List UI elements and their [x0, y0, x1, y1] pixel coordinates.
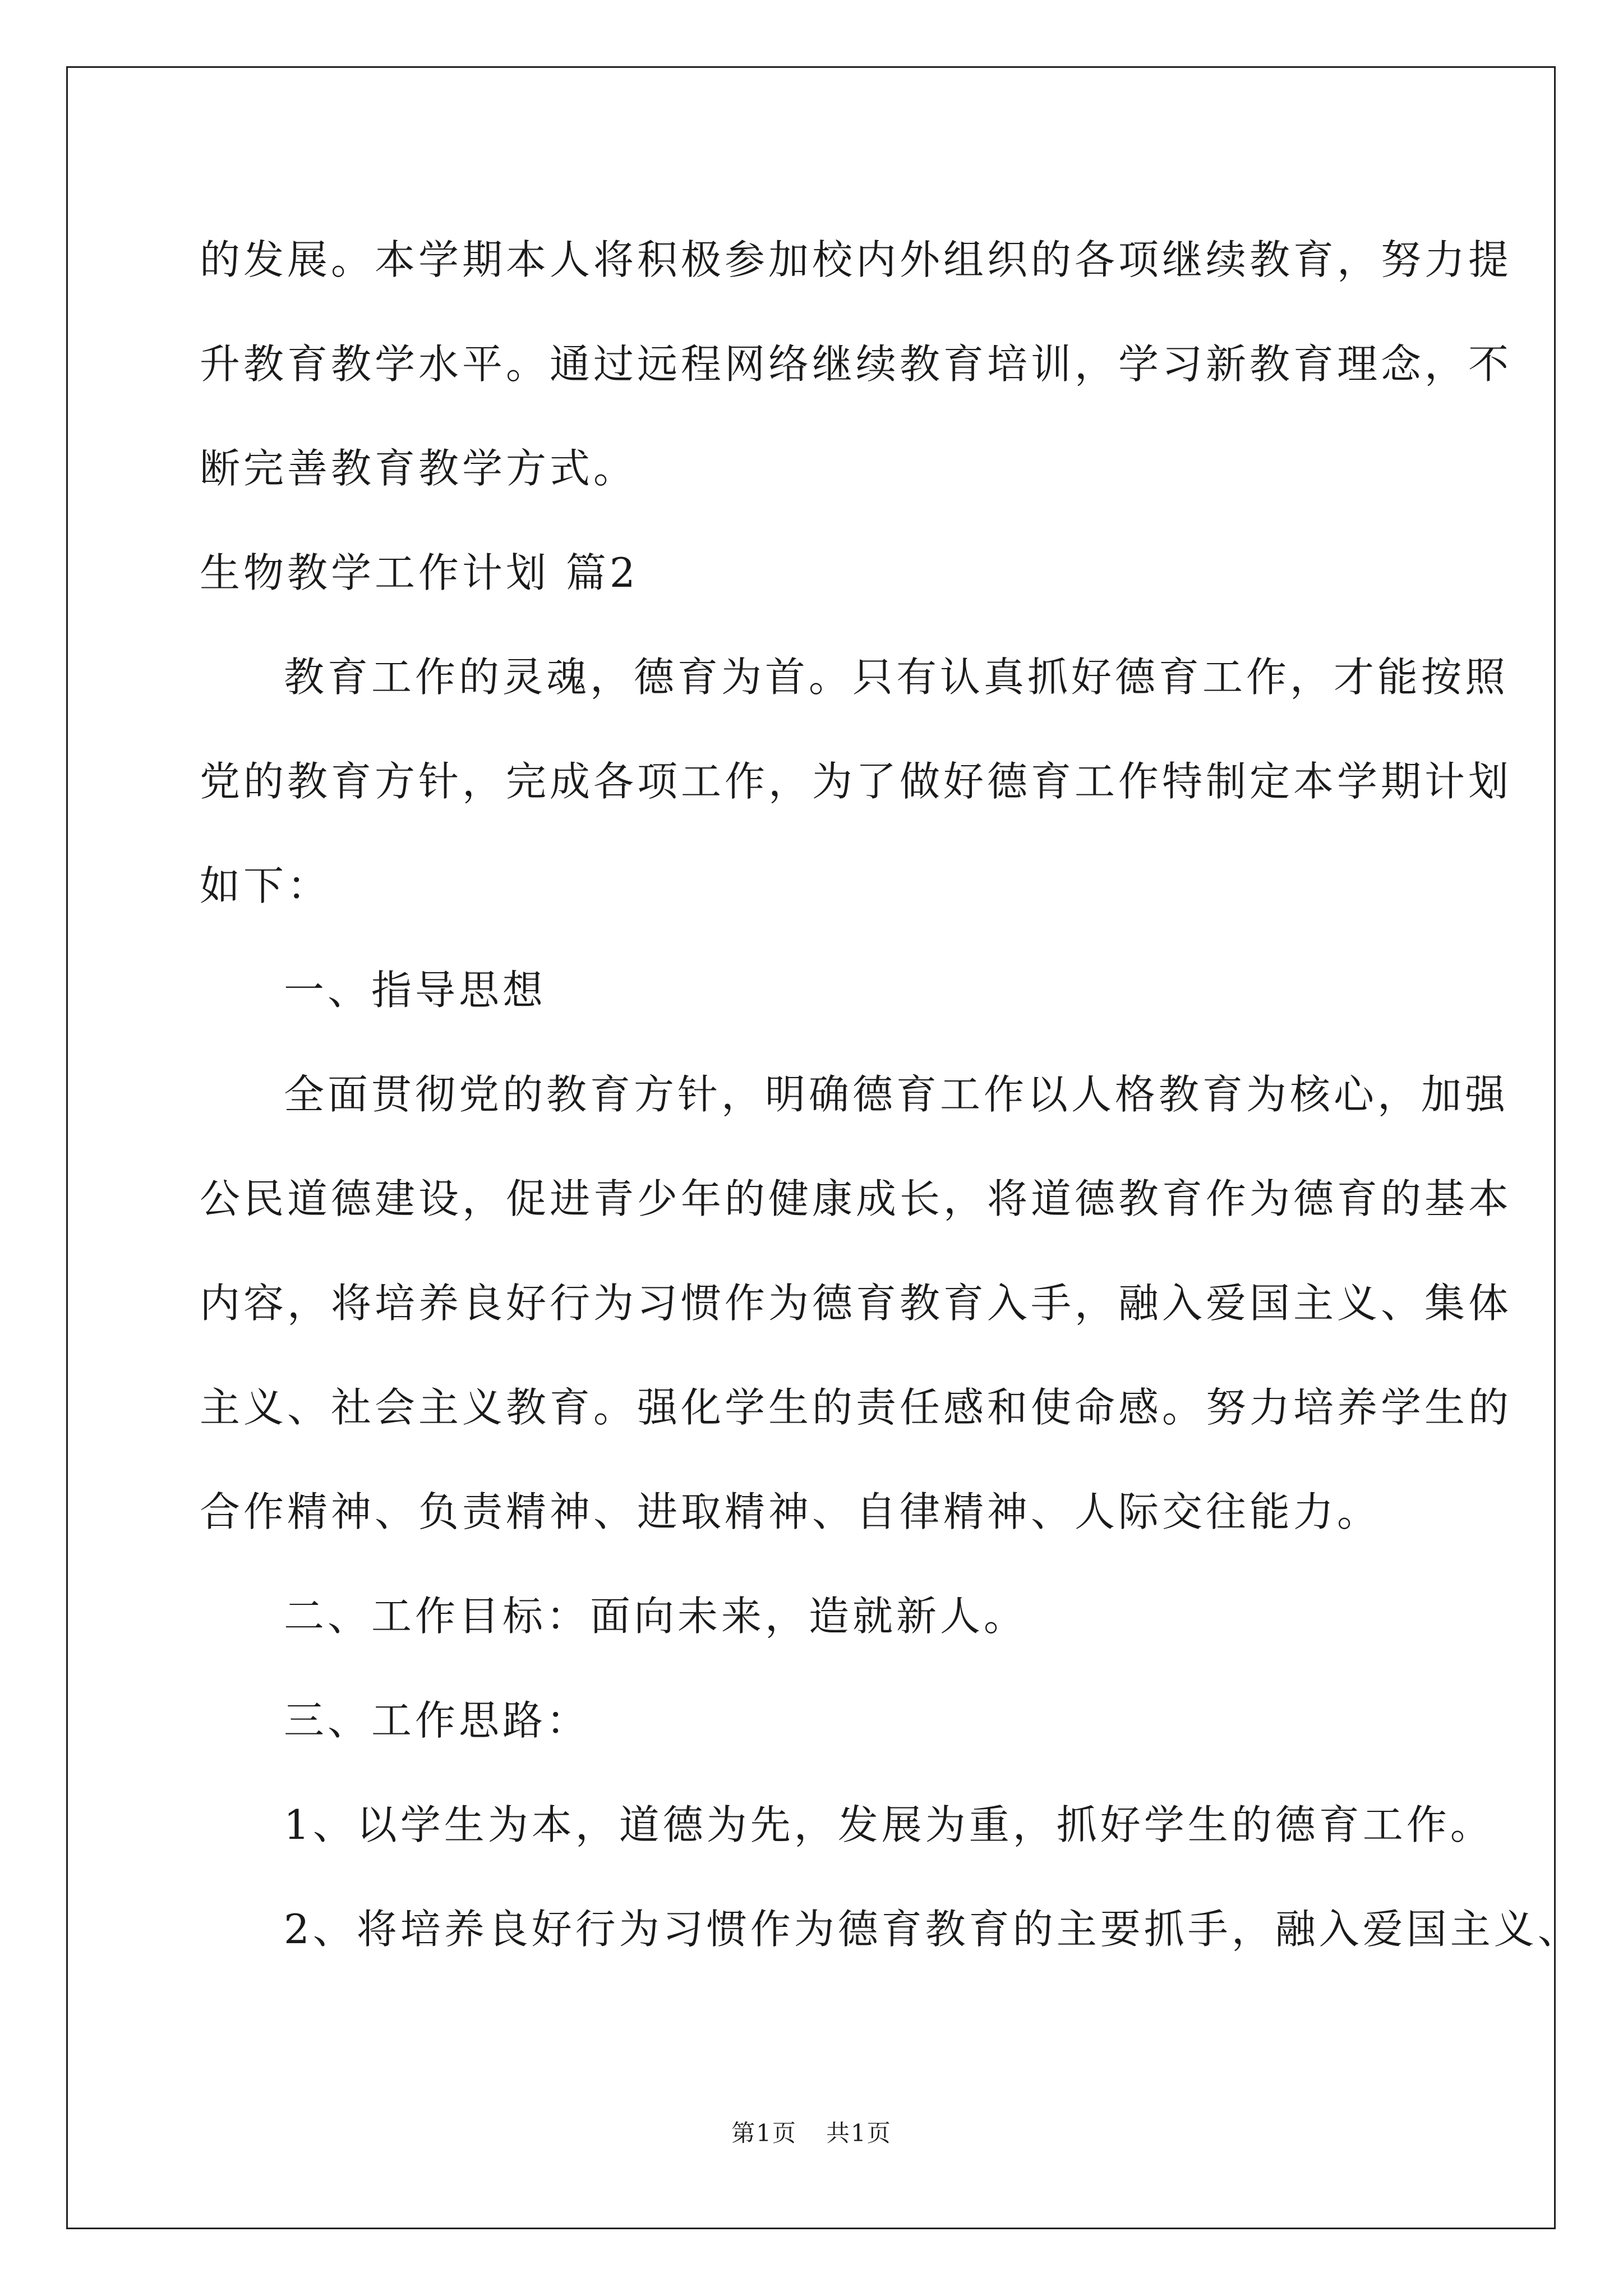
text-line-5: 教育工作的灵魂，德育为首。只有认真抓好德育工作，才能按照 [284, 654, 1509, 701]
text-line-9: 全面贯彻党的教育方针，明确德育工作以人格教育为核心，加强 [284, 1071, 1509, 1118]
text-line-7: 如下： [200, 862, 331, 909]
section-heading: 生物教学工作计划 篇2 [200, 549, 639, 596]
page-number-total: 共1页 [826, 2119, 892, 2147]
list-item-1: 1、以学生为本，道德为先，发展为重，抓好学生的德育工作。 [284, 1801, 1494, 1848]
subheading-work-approach: 三、工作思路： [284, 1697, 591, 1744]
text-line-6: 党的教育方针，完成各项工作，为了做好德育工作特制定本学期计划 [200, 758, 1513, 805]
subheading-guiding-thought: 一、指导思想 [284, 967, 547, 1014]
subheading-work-goal: 二、工作目标：面向未来，造就新人。 [284, 1593, 1028, 1640]
page-footer [0, 2115, 1623, 2148]
text-line-13: 合作精神、负责精神、进取精神、自律精神、人际交往能力。 [200, 1488, 1381, 1535]
text-line-3: 断完善教育教学方式。 [200, 445, 638, 492]
text-line-2: 升教育教学水平。通过远程网络继续教育培训，学习新教育理念，不 [200, 341, 1513, 388]
text-line-12: 主义、社会主义教育。强化学生的责任感和使命感。努力培养学生的 [200, 1384, 1513, 1431]
list-item-2: 2、将培养良好行为习惯作为德育教育的主要抓手，融入爱国主义、 [284, 1906, 1581, 1953]
text-line-10: 公民道德建设，促进青少年的健康成长，将道德教育作为德育的基本 [200, 1175, 1513, 1222]
page-number-current: 第1页 [731, 2119, 797, 2147]
text-line-1: 的发展。本学期本人将积极参加校内外组织的各项继续教育，努力提 [200, 236, 1513, 283]
text-line-11: 内容，将培养良好行为习惯作为德育教育入手，融入爱国主义、集体 [200, 1280, 1513, 1327]
document-body [200, 208, 1581, 1981]
